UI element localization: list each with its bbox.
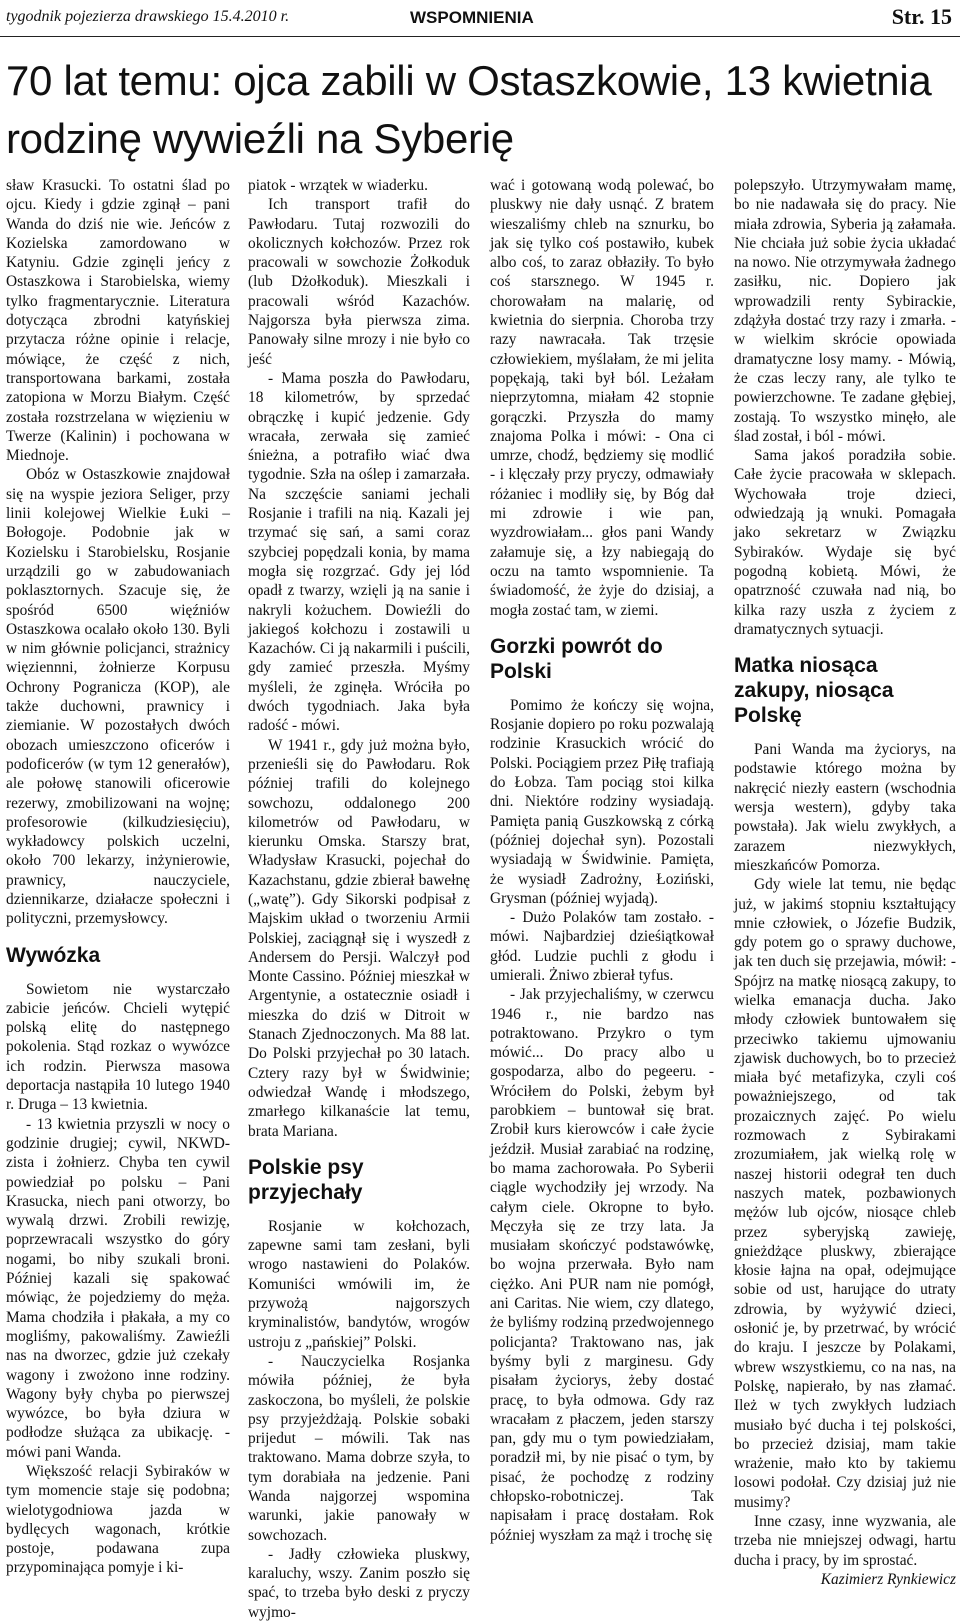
- section-heading-wywozka: Wywózka: [6, 943, 101, 967]
- paragraph: polepszyło. Utrzymywałam mamę, bo nie nadawała się do pracy. Nie miała zdrowia, Syberia ją załamała. Nie chciała już sobie życia układać na nowo. Nie otrzymywała żadnego zasiłku, nic. Dopiero jak wprowadzili renty Sybirackie, zdążyła dostać trzy razy i zmarła. - w wielkim skrócie opowiada dramatyczne losy mamy. - Mówią, że czas leczy rany, ale tylko te powierzchowne. Te zadane głębiej, zostają. To wszystko minęło, ale ślad został, i ból - mówi.: [734, 177, 956, 445]
- paragraph: Sowietom nie wystarczało zabicie jeńców. Chcieli wytępić polską elitę do następnego pokolenia. Stąd rozkaz o wywózce ich rodzin. Pierwsza masowa deportacja nastąpiła 10 lutego 1940 r. Druga – 13 kwietnia.: [6, 980, 230, 1114]
- paragraph: Gdy wiele lat temu, nie będąc już, w jakimś stopniu kształtujący mnie człowiek, o Józefie Budzik, gdy potem go o sprawy duchowe, jak ten duch się przejawia, mówił: - Spójrz na matkę niosącą zakupy, to wielka emanacja ducha. Jako młody człowiek buntowałem się przeciwko takiemu ujmowaniu zjawisk duchowych, bo to przecież miała być metafizyka, czyli coś poważniejszego, od tak prozaicznych zajęć. Po wielu rozmowach z Sybirakami zrozumiałem, jak wielką rolę w naszej historii odegrał ten duch naszych matek, pozbawionych mężów lub ojców, niosące chleb przez syberyjską zawieję, gnieżdżące pluskwy, zbierające kłosie łajna na opał, odejmujące sobie od ust, harujące do utraty zdrowia, by wyżywić dzieci, osłonić je, by przetrwać, by wrócić do kraju. I jeszcze by Polakami, wbrew wszystkiemu, co na nas, na Polskę, napierało, by nas złamać. Ileż w tych zwykłych ludziach musiało być ducha i tej polskości, bo przecież dzisiaj, mam takie wrażenie, mało kto by takiemu losowi podołał. Czy dzisiaj już nie musimy?: [734, 876, 956, 1511]
- section-heading-matka: Matka niosąca zakupy, niosąca Polskę: [734, 654, 894, 728]
- paragraph: sław Krasucki. To ostatni ślad po ojcu. Kiedy i gdzie zginął – pani Wanda do dziś nie wie. Jeńców z Kozielska zamordowano w Katyniu. Gdzie zginęli jeńcy z Ostaszkowa i Starobielska, wiemy tylko fragmentarycznie. Literatura dotycząca zbrodni katyńskiej przytacza różne opinie i relacje, mówiące, że część z nich, transportowana barkami, została zatopiona w Morzu Białym. Część została rozstrzelana w więzieniu w Twerze (Kalinin) i pochowana w Miednoje.: [6, 177, 230, 465]
- paragraph: piatok - wrzątek w wiaderku.: [248, 177, 428, 194]
- paragraph: - 13 kwietnia przyszli w nocy o godzinie drugiej; cywil, NKWD-zista i żołnierz. Chyba ten cywil powiedział po polsku – Pani Krasucka, niech pani otworzy, bo wywalą drzwi. Zrobili rewizję, poprzewracali wszystko do góry nogami, bo niby szukali broni. Później kazali się spakować mówiąc, że pojedziemy do męża. Mama chodziła i płakała, a my co mogliśmy, pakowaliśmy. Zawieźli nas na dworzec, gdzie już czekały wagony i zwożono inne rodziny. Wagony były chyba po pierwszej wywózce, bo była dziura w podłodze służąca za ubikację. - mówi pani Wanda.: [6, 1115, 230, 1461]
- article-column-3: [490, 176, 714, 1544]
- article-column-4: [734, 176, 956, 1588]
- paragraph: Inne czasy, inne wyzwania, ale trzeba nie mniejszej odwagi, hartu ducha i pracy, by im sprostać.: [734, 1513, 956, 1569]
- paragraph: Obóz w Ostaszkowie znajdował się na wyspie jeziora Seliger, przy linii kolejowej Wielkie Łuki – Bołogoje. Podobnie jak w Kozielsku i Starobielsku, Rosjanie urządzili go w zabudowaniach poklasztornych. Szacuje się, że spośród 6500 więźniów Ostaszkowa ocalało około 130. Byli w nim głównie policjanci, strażnicy więziennni, żołnierze Korpusu Ochrony Pogranicza (KOP), ale także duchowni, prawnicy i ziemianie. W pozostałych dwóch obozach umieszczono oficerów i podoficerów (w tym 12 generałów), ale połowę stanowili oficerowie rezerwy, zmobilizowani na wojnę; profesorowie (kilkudziesięciu), wykładowcy polskich uczelni, około 700 lekarzy, inżynierowie, prawnicy, nauczyciele, dziennikarze, działacze społeczni i polityczni, przemysłowcy.: [6, 466, 230, 928]
- paragraph: Większość relacji Sybiraków w tym momencie staje się podobna; wielotygodniowa jazda w bydlęcych wagonach, krótkie postoje, podawana zupa przypominająca pomyje i ki-: [6, 1463, 230, 1577]
- article-column-2: [248, 176, 470, 1621]
- paragraph: - Jadły człowieka pluskwy, karaluchy, wszy. Zanim poszło się spać, to trzeba było deski z pryczy wyjmo-: [248, 1545, 470, 1621]
- page-header: [0, 0, 960, 37]
- page-number: Str. 15: [891, 4, 952, 29]
- paragraph: - Nauczycielka Rosjanka mówiła później, że była zaskoczona, bo myśleli, że polskie psy przyjeżdżają. Polskie sobaki prijedut – mówili. Tak nas traktowano. Mama dobrze szyła, to tym dorabiała na jedzenie. Pani Wanda najgorzej wspomina warunki, jakie panowały w sowchozach.: [248, 1352, 470, 1544]
- paragraph: - Dużo Polaków tam zostało. - mówi. Najbardziej dzieśiątkował głód. Ludzie puchli z głodu i umierali. Żniwo zbierał tyfus.: [490, 909, 714, 984]
- paragraph: Rosjanie w kołchozach, zapewne sami tam zesłani, byli wrogo nastawieni do Polaków. Komuniści wmówili im, że przywożą najgorszych kryminalistów, bandytów, wrogów ustroju z „pańskiej” Polski.: [248, 1217, 470, 1351]
- paragraph: Pani Wanda ma życiorys, na podstawie którego można by nakręcić niezły eastern (wschodnia wersja western), gdyby taka powstała). Jak wielu zwykłych, a zarazem niezwykłych, mieszkańców Pomorza.: [734, 741, 956, 874]
- article-headline: 70 lat temu: ojca zabili w Ostaszkowie, 13 kwietnia rodzinę wywieźli na Syberię: [6, 57, 932, 162]
- publication-name: tygodnik pojezierza drawskiego 15.4.2010 r.: [6, 8, 290, 25]
- paragraph: - Jak przyjechaliśmy, w czerwcu 1946 r., nie bardzo nas potraktowano. Przykro o tym mówić... Do pracy albo u gospodarza, albo do pegeeru. - Wróciłem do Polski, żebym był parobkiem – buntował się brat. Zrobił kurs kierowców i całe życie jeździł. Musiał zarabiać na rodzinę, bo mama zachorowała. Po Syberii ciągle wychodziły jej wrzody. Na całym ciele. Okropne to było. Męczyła się ze trzy lata. Ja musiałam skończyć podstawówkę, bo wojna przerwała. Było nam ciężko. Ani PUR nam nie pomógł, ani Caritas. Nie wiem, czy dlatego, że byliśmy rodziną przedwojennego policjanta? Traktowano nas, jak byśmy byli z marginesu. Gdy pisałam życiorys, żeby dostać pracę, to była odmowa. Gdy raz wracałam z płaczem, jeden starszy pan, gdy mu o tym powiedziałam, poradził mi, by nie pisać o tym, by pisać, że pochodzę z rodziny chłopsko-robotniczej. Tak napisałam i pracę dostałam. Rok później wyszłam za mąż i trochę się: [490, 986, 714, 1544]
- paragraph: - Mama poszła do Pawłodaru, 18 kilometrów, by sprzedać obrączkę i kupić jedzenie. Gdy wracała, zerwała się zamieć śnieżna, a potrafiło wiać dwa tygodnie. Szła na oślep i zamarzała. Na szczęście saniami jechali Rosjanie i trafili na nią. Kazali jej trzymać się sań, a sami coraz szybciej popędzali konia, by mama mogła się rozgrzać. Gdy jej lód opadł z twarzy, wzięli ją na sanie i nakryli kożuchem. Dowieźli do jakiegoś kołchozu i zostawili u Kazachów. Ci ją nakarmili i puścili, gdy zamieć przeszła. Myśmy myśleli, że zginęła. Wróciła po dwóch tygodniach. Jaka była radość - mówi.: [248, 369, 470, 735]
- paragraph: wać i gotowaną wodą polewać, bo pluskwy nie dały usnąć. Z bratem wieszaliśmy chleb na sznurku, bo jak się tylko coś postawiło, kubek albo coś, to zaraz obłaziły. To było coś starsznego. W 1945 r. chorowałam na malarię, od kwietnia do sierpnia. Choroba trzy razy nawracała. Tak trzęsie człowiekiem, myślałam, że mi jelita popękają, taki był ból. Leżałam nieprzytomna, miałam 42 stopnie gorączki. Przyszła do mamy znajoma Polka i mówi: - Ona ci umrze, chodź, będziemy się modlić - i klęczały przy pryczy, odmawiały różaniec i modliły się, by Bóg dał mi zdrowie i wie pan, wyzdrowiałam... głos pani Wandy załamuje się, a łzy nabiegają do oczu na tamto wspomnienie. Ta świadomość, że żyje do dzisiaj, a mogła zostać tam, w ziemi.: [490, 177, 714, 619]
- paragraph: Ich transport trafił do Pawłodaru. Tutaj rozwozili do okolicznych kołchozów. Przez rok pracowali w sowchozie Żołkoduk (lub Dżołkoduk). Mieszkali i pracowali wśród Kazachów. Najgorsza była pierwsza zima. Panowały silne mrozy i nie było co jeść: [248, 196, 470, 368]
- author-byline: Kazimierz Rynkiewicz: [820, 1570, 956, 1588]
- paragraph: Pomimo że kończy się wojna, Rosjanie dopiero po roku pozwalają rodzinie Krasuckich wrócić do Polski. Pociągiem przez Piłę trafiają do Łobza. Tam pociąg stoi kilka dni. Niektóre rodziny wysiadają. Pamięta panią Guszkowską z córką (później dojechał syn). Pozostali wysiadają w Świdwinie. Pamięta, że wysiadł Zadrożny, Łoziński, Grysman (później wyjadą).: [490, 696, 714, 907]
- section-heading-polskie-psy: Polskie psy przyjechały: [248, 1155, 364, 1204]
- section-label: WSPOMNIENIA: [410, 8, 534, 27]
- paragraph: W 1941 r., gdy już można było, przenieśli się do Pawłodaru. Rok później trafili do kolejnego sowchozu, oddalonego 200 kilometrów od Pawłodaru, w kierunku Omska. Starszy brat, Władysław Krasucki, pojechał do Kazachstanu, gdzie zbierał bawełnę („watę”). Gdy Sikorski podpisał z Majskim układ o tworzeniu Armii Polskiej, zaciągnął się i wyszedł z Andersem do Persji. Walczył pod Monte Cassino. Później mieszkał w Argentynie, a ostatecznie osiadł i mieszka do dziś w Ditroit w Stanach Zjednoczonych. Ma 88 lat. Do Polski przyjechał po 30 latach. Cztery razy był w Świdwinie; odwiedzał Wandę i młodszego, zmarłego kilkanaście lat temu, brata Mariana.: [248, 736, 470, 1140]
- section-heading-gorzki-powrot: Gorzki powrót do Polski: [490, 634, 663, 683]
- paragraph: Sama jakoś poradziła sobie. Całe życie pracowała w sklepach. Wychowała troje dzieci, odwiedzają ją wnuki. Pomagała jako sekretarz w Związku Sybiraków. Wydaje się być pogodną kobietą. Mówi, że opatrzność czuwała nad nią, bo kilka razy uszła z życiem z dramatycznych sytuacji.: [734, 447, 956, 638]
- article-column-1: [6, 176, 230, 1577]
